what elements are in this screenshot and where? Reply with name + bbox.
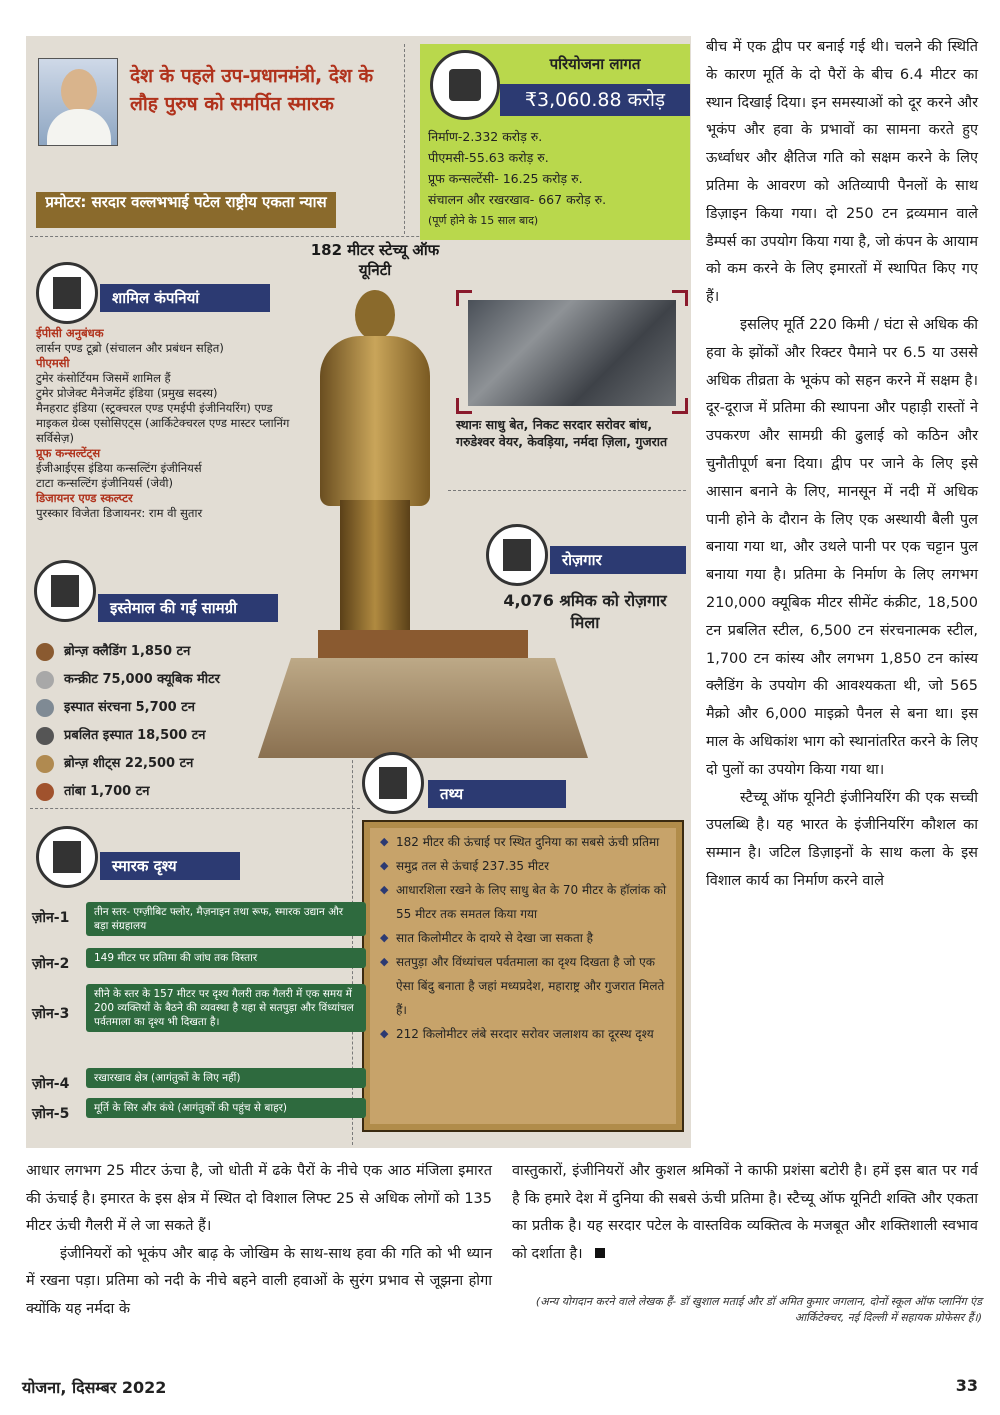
views-heading: स्मारक दृश्य bbox=[100, 852, 240, 880]
companies-heading: शामिल कंपनियां bbox=[100, 284, 270, 312]
fact-item bbox=[370, 878, 678, 926]
material-item bbox=[36, 638, 296, 666]
buildings-icon bbox=[36, 262, 98, 324]
cost-line: पीएमसी-55.63 करोड़ रु. bbox=[428, 150, 549, 165]
zone-label: ज़ोन-1 bbox=[32, 910, 70, 926]
bullet-icon: ◆ bbox=[380, 835, 389, 848]
company-item: टुमेर प्रोजेक्ट मैनेजमेंट इंडिया (प्रमुख सदस्य) bbox=[36, 386, 218, 400]
bullet-icon: ◆ bbox=[380, 883, 389, 896]
company-item: मैनहराट इंडिया (स्ट्रक्चरल एण्ड एमईपी इंजीनियरिंग) एण्ड माइकल ग्रेव्स एसोसिएट्स (आर्किटेक्चरल एण्ड मास्टर प्लानिंग सर्विसेज़) bbox=[36, 401, 290, 445]
cost-line: प्रूफ कन्सल्टेंसी- 16.25 करोड़ रु. bbox=[428, 171, 583, 186]
material-item bbox=[36, 722, 296, 750]
zone-description: सीने के स्तर के 157 मीटर पर दृश्य गैलरी तक गैलरी में एक समय में 200 व्यक्तियों के बैठने की व्यवस्था है यहा से सतपुड़ा और विंध्यांचल पर्वतमाला का दृश्य भी दिखता है। bbox=[86, 984, 366, 1032]
article-paragraph: आधार लगभग 25 मीटर ऊंचा है, जो धोती में ढके पैरों के नीचे एक आठ मंजिला इमारत की ऊंचाई है। इमारत के इस क्षेत्र में स्थित दो विशाल लिफ्ट 25 से अधिक लोगों को 135 मीटर ऊंची गैलरी में ले जा सकते हैं। bbox=[26, 1163, 492, 1235]
fact-item bbox=[370, 854, 678, 878]
material-item bbox=[36, 750, 296, 778]
cost-line: संचालन और रखरखाव- 667 करोड़ रु. bbox=[428, 192, 607, 207]
frame-corner bbox=[456, 290, 472, 306]
cost-breakdown bbox=[428, 126, 690, 231]
divider bbox=[30, 808, 360, 809]
material-item bbox=[36, 694, 296, 722]
zone-description: 149 मीटर पर प्रतिमा की जांघ तक विस्तार bbox=[86, 948, 366, 968]
company-item: लार्सन एण्ड टूब्रो (संचालन और प्रबंधन सहित) bbox=[36, 341, 224, 355]
employment-heading: रोज़गार bbox=[550, 546, 686, 574]
material-label: कन्क्रीट 75,000 क्यूबिक मीटर bbox=[64, 672, 220, 687]
fact-item bbox=[370, 950, 678, 1022]
fact-text: 182 मीटर की ऊंचाई पर स्थित दुनिया का सबसे ऊंची प्रतिमा bbox=[396, 835, 660, 849]
cost-line: (पूर्ण होने के 15 साल बाद) bbox=[428, 214, 539, 227]
divider bbox=[404, 44, 405, 234]
materials-list bbox=[36, 638, 296, 806]
bullet-icon: ◆ bbox=[380, 955, 389, 968]
divider bbox=[448, 490, 686, 491]
cost-title: परियोजना लागत bbox=[549, 55, 641, 73]
material-item bbox=[36, 778, 296, 806]
material-swatch-icon bbox=[36, 643, 54, 661]
statue-image bbox=[300, 290, 450, 650]
material-item bbox=[36, 666, 296, 694]
article-paragraph: स्टैच्यू ऑफ यूनिटी इंजीनियरिंग की एक सच्ची उपलब्धि है। यह भारत के इंजीनियरिंग कौशल का सम्मान है। जटिल डिज़ाइनों के साथ कला के इस विशाल कार्य का निर्माण करने वाले bbox=[706, 789, 978, 889]
article-paragraph: इसलिए मूर्ति 220 किमी / घंटा से अधिक की हवा के झोंकों और रिक्टर पैमाने पर 6.5 या उससे अधिक तीव्रता के भूकंप को सहन करने में सक्षम है। दूर-दूराज में प्रतिमा की स्थापना और पहाड़ी रास्तों ने उपकरण और सामग्री की ढुलाई को कठिन और चुनौतीपूर्ण बना दिया। द्वीप पर जाने के लिए इसे आसान बनाने के लिए, मानसून में नदी में अधिक पानी होने के दौरान के लिए एक अस्थायी बैली पुल बनाया गया था, और उथले पानी पर एक चट्टान पुल बनाया गया है। प्रतिमा के निर्माण के लिए लगभग 210,000 क्यूबिक मीटर सीमेंट कंक्रीट, 18,500 टन प्रबलित स्टील, 6,500 टन संरचनात्मक स्टील, 1,700 टन कांस्य और लगभग 1,850 टन कांस्य क्लैडिंग के उपयोग की आवश्यकता थी, जो 565 मैक्रो और 6,000 माइक्रो पैनल से बना था। इस माल के अधिकांश भाग को स्थानांतरित करने के लिए दो पुलों का उपयोग किया गया था। bbox=[706, 316, 978, 778]
material-swatch-icon bbox=[36, 755, 54, 773]
companies-list bbox=[36, 326, 306, 521]
cost-line: निर्माण-2.332 करोड़ रु. bbox=[428, 129, 543, 144]
material-swatch-icon bbox=[36, 783, 54, 801]
fact-item bbox=[370, 926, 678, 950]
article-paragraph: वास्तुकारों, इंजीनियरों और कुशल श्रमिकों ने काफी प्रशंसा बटोरी है। हमें इस बात पर गर्व है कि हमारे देश में दुनिया की सबसे ऊंची प्रतिमा है। स्टैच्यू ऑफ यूनिटी शक्ति और एकता का प्रतीक है। यह सरदार पटेल के वास्तविक व्यक्तित्व के मजबूत और शक्तिशाली स्वभाव को दर्शाता है। bbox=[512, 1163, 978, 1262]
materials-heading: इस्तेमाल की गई सामग्री bbox=[98, 594, 278, 622]
fact-text: आधारशिला रखने के लिए साधु बेत के 70 मीटर के हॉलांक को 55 मीटर तक समतल किया गया bbox=[396, 883, 667, 921]
statue-base-image bbox=[258, 630, 588, 760]
material-label: ब्रोन्ज़ क्लैडिंग 1,850 टन bbox=[64, 644, 191, 659]
lock-icon bbox=[430, 50, 500, 120]
material-swatch-icon bbox=[36, 699, 54, 717]
article-paragraph: इंजीनियरों को भूकंप और बाढ़ के जोखिम के साथ-साथ हवा की गति को भी ध्यान में रखना पड़ा। प्रतिमा को नदी के नीचे बहने वाली हवाओं के सुरंग प्रभाव से जूझना होगा क्योंकि यह नर्मदा के bbox=[26, 1245, 492, 1317]
promoter-banner: प्रमोटर: सरदार वल्लभभाई पटेल राष्ट्रीय एकता न्यास bbox=[36, 192, 336, 228]
material-label: इस्पात संरचना 5,700 टन bbox=[64, 700, 196, 715]
page-number: 33 bbox=[955, 1376, 978, 1395]
frame-corner bbox=[672, 398, 688, 414]
statue-label: 182 मीटर स्टेच्यू ऑफ यूनिटी bbox=[310, 241, 440, 279]
fact-text: सात किलोमीटर के दायरे से देखा जा सकता है bbox=[396, 931, 594, 945]
location-photo bbox=[468, 300, 676, 406]
location-text: स्थानः साधु बेत, निकट सरदार सरोवर बांध, गरुडेश्वर वेयर, केवड़िया, नर्मदा ज़िला, गुजरात bbox=[456, 417, 668, 449]
fact-text: समुद्र तल से ऊंचाई 237.35 मीटर bbox=[396, 859, 550, 873]
article-paragraph: बीच में एक द्वीप पर बनाई गई थी। चलने की स्थिति के कारण मूर्ति के दो पैरों के बीच 6.4 मीटर का स्थान दिखाई दिया। इन समस्याओं को दूर करने और भूकंप और हवा के प्रभावों का सामना करते हुए ऊर्ध्वाधर और क्षैतिज गति को सक्षम करने के लिए प्रतिमा के आवरण को अतिव्यापी पैनलों के साथ डिज़ाइन किया गया। दो 250 टन द्रव्यमान वाले डैम्पर्स का उपयोग किया गया है, जो कंपन के आयाम को कम करने के लिए इमारतों में स्थापित किए गए हैं। bbox=[706, 39, 978, 306]
cost-total: ₹3,060.88 करोड़ bbox=[500, 84, 690, 116]
project-cost-box bbox=[420, 44, 690, 240]
company-item: पुरस्कार विजेता डिजायनर: राम वी सुतार bbox=[36, 506, 203, 520]
portrait-image bbox=[38, 58, 118, 146]
material-swatch-icon bbox=[36, 727, 54, 745]
bullet-icon: ◆ bbox=[380, 931, 389, 944]
company-item: ईजीआईएस इंडिया कन्सल्टिंग इंजीनियर्स bbox=[36, 461, 202, 475]
mine-cart-icon bbox=[34, 560, 96, 622]
bullet-icon: ◆ bbox=[380, 1027, 389, 1040]
material-label: प्रबलित इस्पात 18,500 टन bbox=[64, 728, 206, 743]
facts-heading: तथ्य bbox=[428, 780, 566, 808]
article-right-column bbox=[706, 34, 978, 896]
employment-text: 4,076 श्रमिक को रोज़गार मिला bbox=[503, 591, 667, 632]
zone-label: ज़ोन-2 bbox=[32, 956, 70, 972]
material-swatch-icon bbox=[36, 671, 54, 689]
zone-label: ज़ोन-4 bbox=[32, 1076, 70, 1092]
statue-icon bbox=[36, 826, 98, 888]
company-category: ईपीसी अनुबंधक bbox=[36, 326, 104, 340]
workers-icon bbox=[486, 524, 548, 586]
fact-text: सतपुड़ा और विंध्यांचल पर्वतमाला का दृश्य दिखता है जो एक ऐसा बिंदु बनाता है जहां मध्यप्रदेश, महाराष्ट्र और गुजरात मिलते हैं। bbox=[396, 955, 665, 1017]
infographic-title: देश के पहले उप-प्रधानमंत्री, देश के लौह पुरुष को समर्पित स्मारक bbox=[130, 65, 374, 115]
material-label: तांबा 1,700 टन bbox=[64, 784, 150, 799]
fact-item bbox=[370, 1022, 678, 1046]
material-label: ब्रोन्ज़ शीट्स 22,500 टन bbox=[64, 756, 194, 771]
bullet-icon: ◆ bbox=[380, 859, 389, 872]
publication-footer: योजना, दिसम्बर 2022 bbox=[22, 1378, 167, 1397]
zone-description: रखारखाव क्षेत्र (आगंतुकों के लिए नहीं) bbox=[86, 1068, 366, 1088]
article-bottom-left bbox=[26, 1158, 492, 1324]
fact-item bbox=[370, 830, 678, 854]
frame-corner bbox=[672, 290, 688, 306]
zone-label: ज़ोन-3 bbox=[32, 1006, 70, 1022]
company-category: प्रूफ कन्सल्टेंट्स bbox=[36, 446, 101, 460]
author-credit: (अन्य योगदान करने वाले लेखक हैं- डॉ खुशाल मताई और डॉ अमित कुमार जगलान, दोनों स्कूल ऑफ प्लानिंग एंड आर्किटेक्चर, नई दिल्ली में सहायक प्रोफेसर हैं।) bbox=[535, 1295, 982, 1324]
company-item: टाटा कन्सल्टिंग इंजीनियर्स (जेवी) bbox=[36, 476, 173, 490]
company-category: डिजायनर एण्ड स्कल्प्टर bbox=[36, 491, 133, 505]
statue-icon bbox=[362, 752, 424, 814]
article-bottom-right bbox=[512, 1158, 978, 1268]
company-item: टुमेर कंसोर्टियम जिसमें शामिल हैं bbox=[36, 371, 171, 385]
company-category: पीएमसी bbox=[36, 356, 70, 370]
zone-label: ज़ोन-5 bbox=[32, 1106, 70, 1122]
end-mark-icon bbox=[595, 1248, 605, 1258]
zone-description: मूर्ति के सिर और कंधे (आगंतुकों की पहुंच से बाहर) bbox=[86, 1098, 366, 1118]
fact-text: 212 किलोमीटर लंबे सरदार सरोवर जलाशय का दूरस्थ दृश्य bbox=[396, 1027, 654, 1041]
facts-box bbox=[362, 820, 684, 1132]
zone-description: तीन स्तर- एग्ज़ीबिट फ्लोर, मैज़नाइन तथा रूफ, स्मारक उद्यान और बड़ा संग्रहालय bbox=[86, 902, 366, 936]
frame-corner bbox=[456, 398, 472, 414]
